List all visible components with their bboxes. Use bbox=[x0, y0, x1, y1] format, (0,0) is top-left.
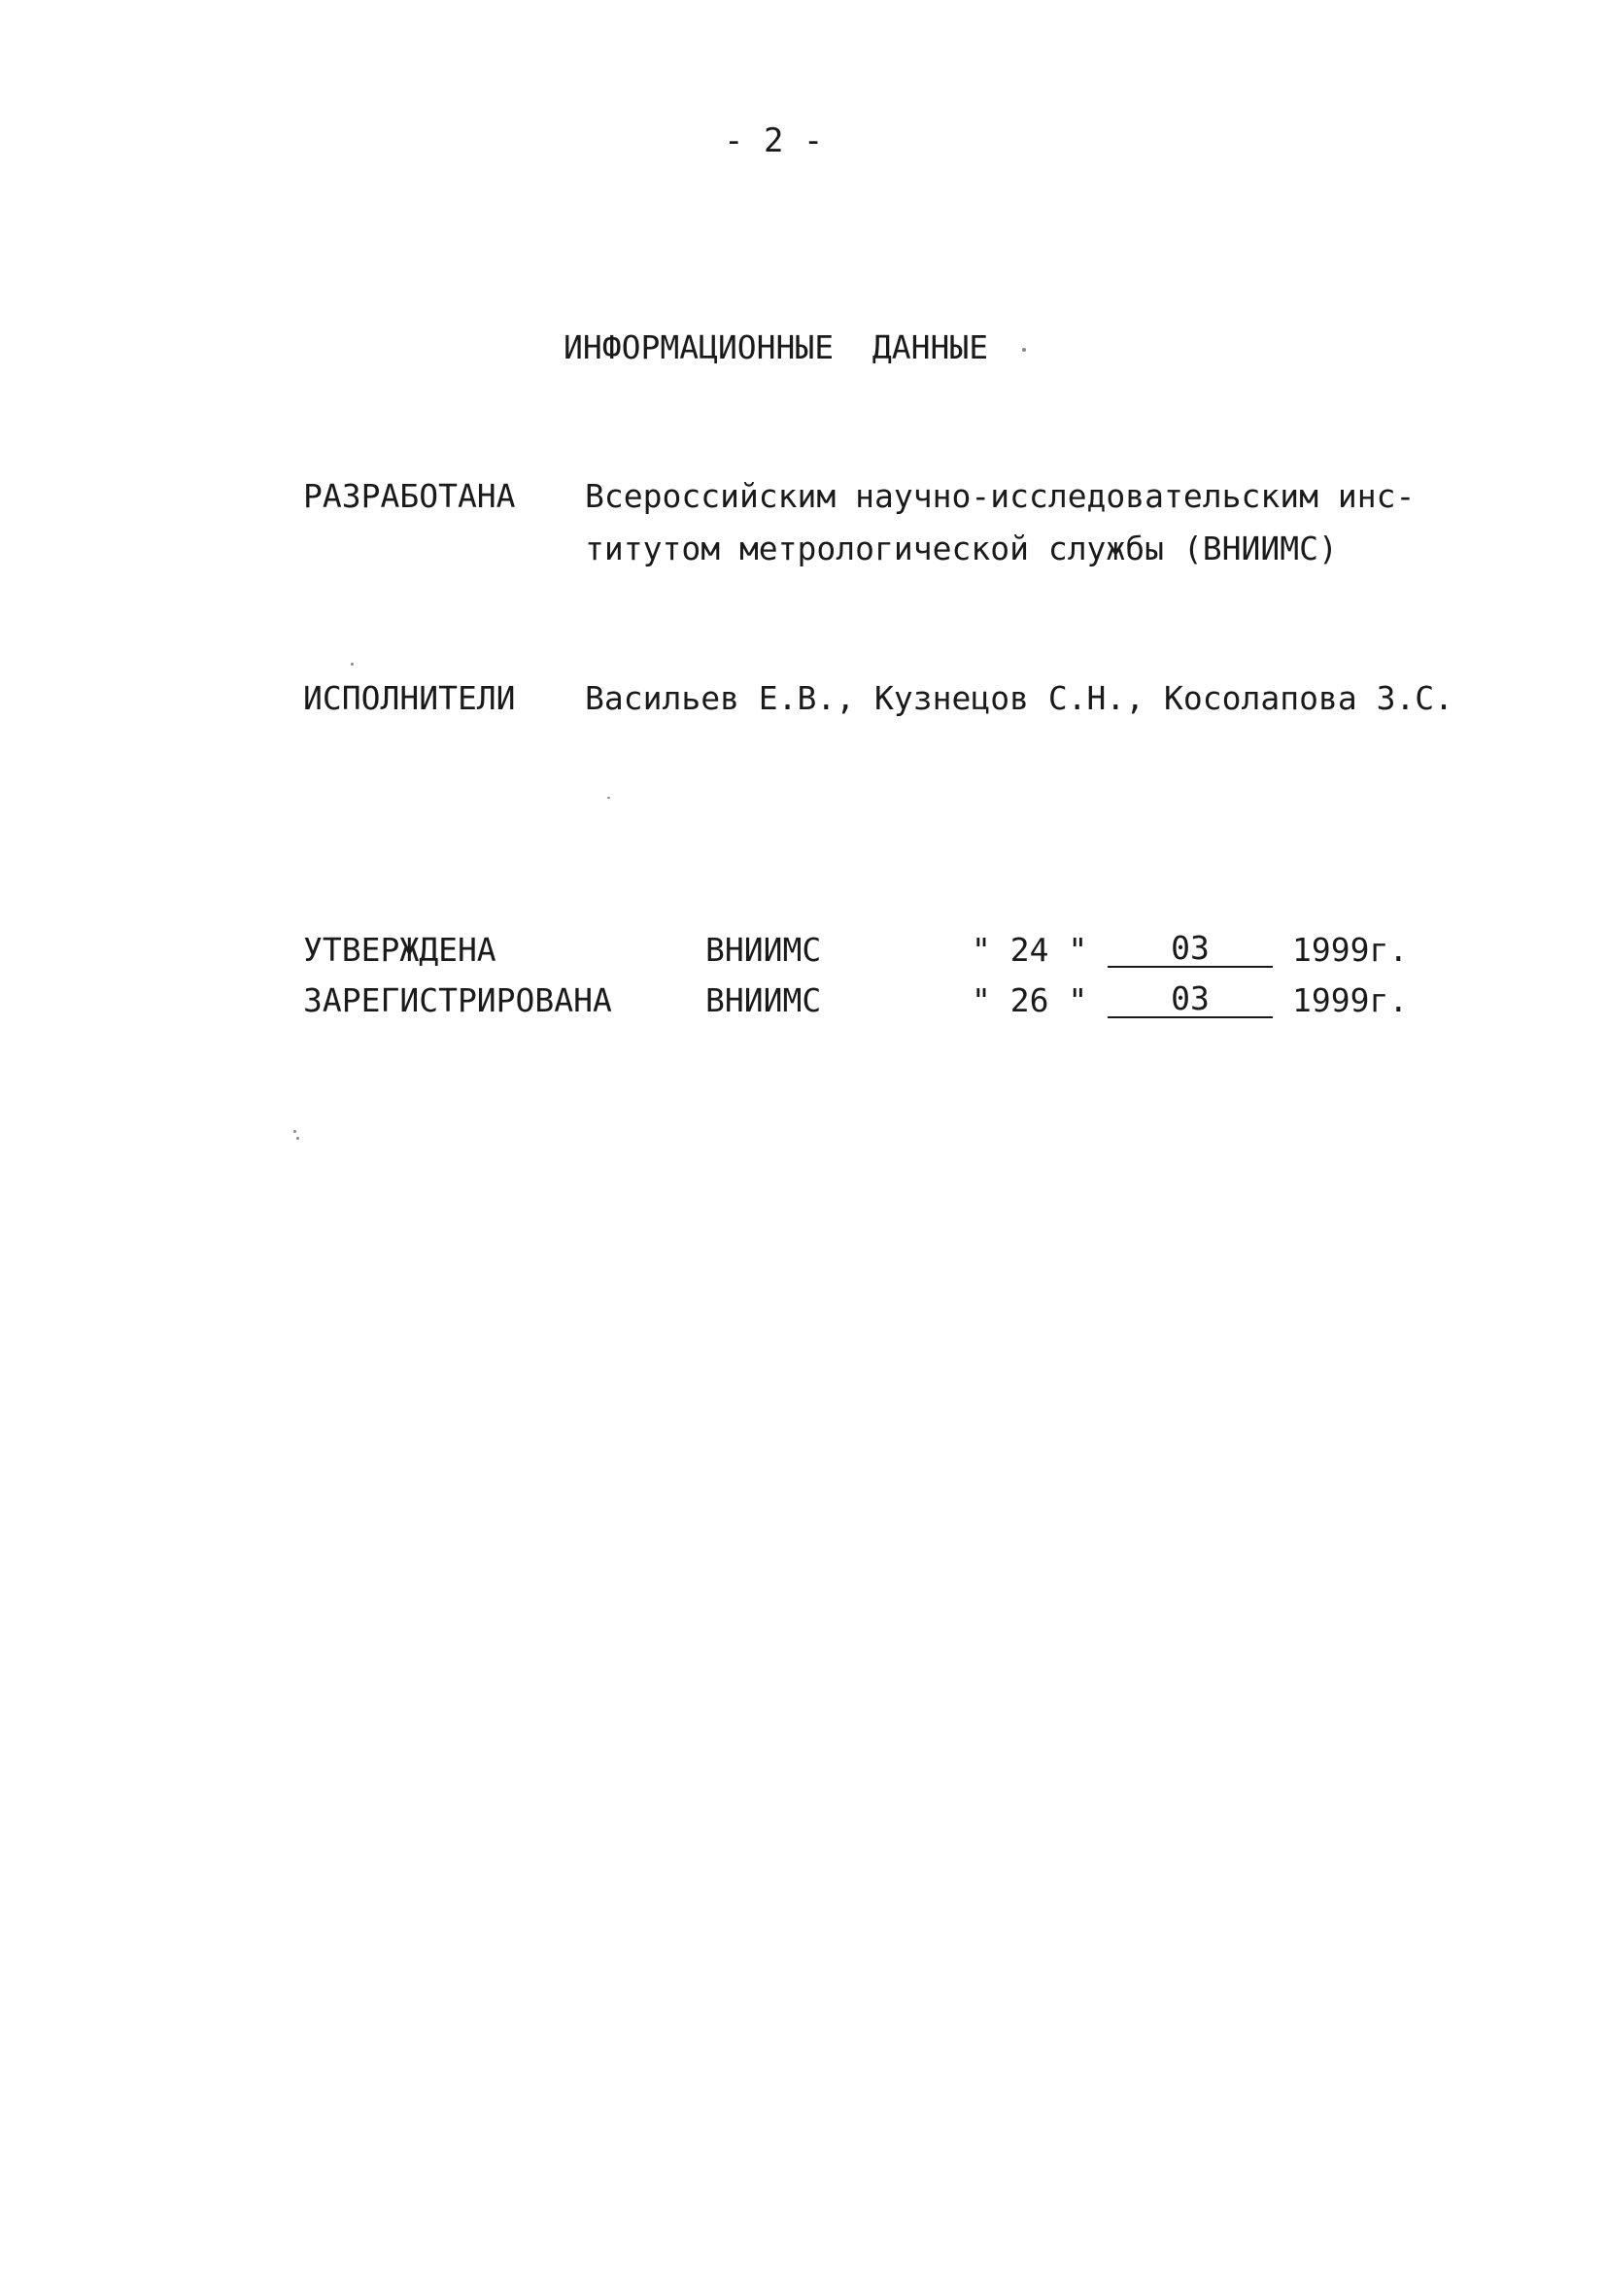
registration-year: 1999г. bbox=[1292, 981, 1409, 1019]
approval-row bbox=[0, 931, 1606, 970]
registration-month: 03 bbox=[1108, 981, 1273, 1018]
page-number: - 2 - bbox=[724, 121, 824, 160]
approval-org: ВНИИМС bbox=[705, 931, 822, 969]
registration-org: ВНИИМС bbox=[705, 981, 822, 1019]
scan-speck bbox=[293, 1130, 296, 1133]
executors-names: Васильев Е.В., Кузнецов С.Н., Косолапова З.С. bbox=[585, 679, 1454, 717]
scan-speck bbox=[351, 663, 354, 666]
registration-label: ЗАРЕГИСТРИРОВАНА bbox=[303, 981, 612, 1019]
scan-speck bbox=[607, 797, 610, 799]
executors-label: ИСПОЛНИТЕЛИ bbox=[303, 679, 516, 717]
scan-speck bbox=[1022, 348, 1026, 352]
registration-row bbox=[0, 981, 1606, 1020]
developed-text-line2: титутом метрологической службы (ВНИИМС) bbox=[585, 530, 1338, 567]
approval-year: 1999г. bbox=[1292, 931, 1409, 969]
developed-text-line1: Всероссийским научно-исследовательским инс- bbox=[585, 477, 1416, 515]
registration-day: " 26 " bbox=[972, 981, 1088, 1019]
developed-label: РАЗРАБОТАНА bbox=[303, 477, 516, 515]
approval-month: 03 bbox=[1108, 931, 1273, 968]
scan-speck bbox=[296, 1137, 299, 1140]
approval-label: УТВЕРЖДЕНА bbox=[303, 931, 496, 969]
document-title: ИНФОРМАЦИОННЫЕ ДАННЫЕ bbox=[564, 328, 989, 366]
approval-day: " 24 " bbox=[972, 931, 1088, 969]
